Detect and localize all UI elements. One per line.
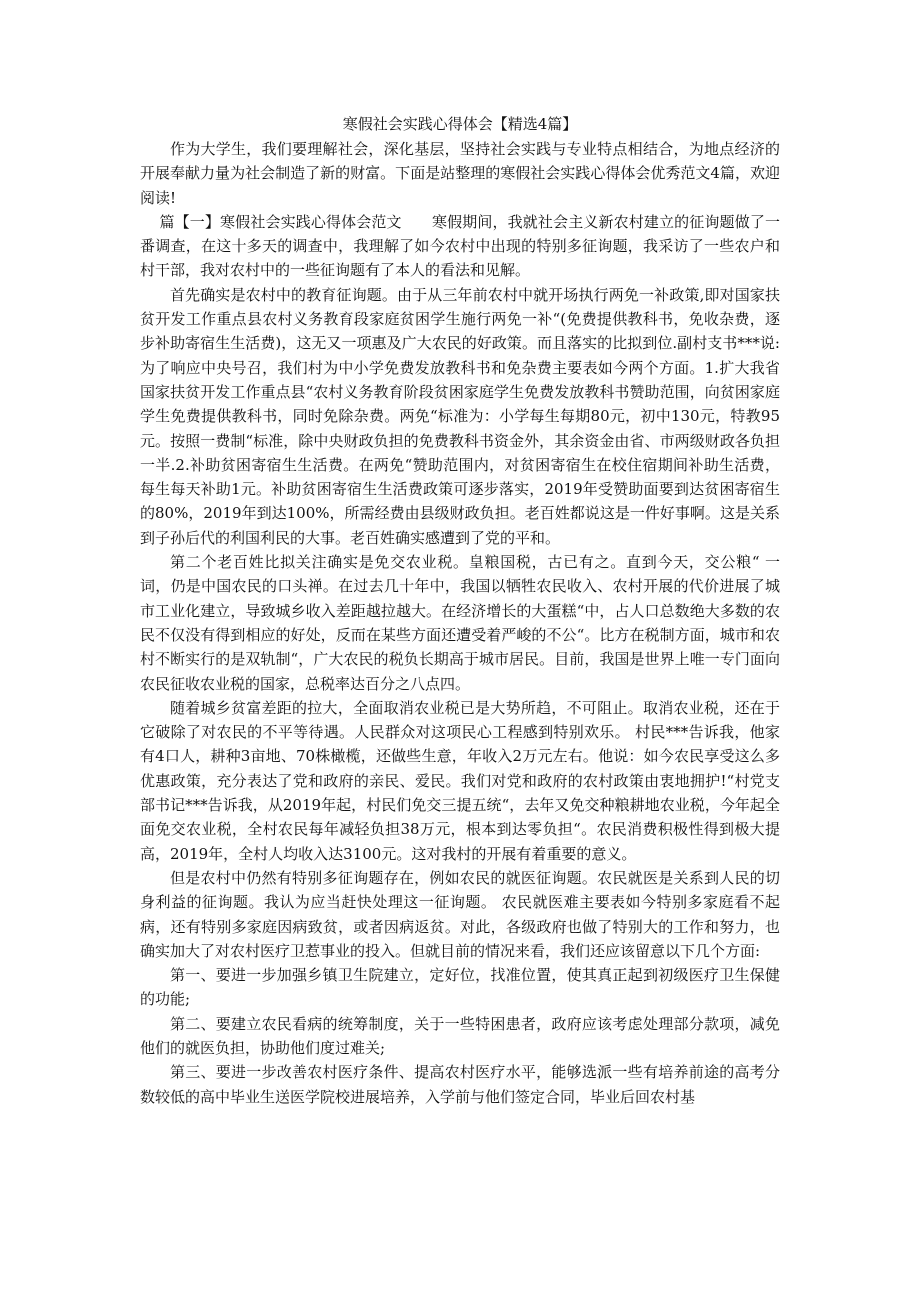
body-paragraph-healthcare: 但是农村中仍然有特别多征询题存在，例如农民的就医征询题。农民就医是关系到人民的切身利益的征询题。我认为应当赶快处理这一征询题。 农民就医难主要表如今特别多家庭看不起病，还有特别多家庭因病致贫，或者因病返贫。对此，各级政府也做了特别大的工作和努力，也确实加大了对农村医疗卫惹事业的投入。但就目前的情况来看，我们还应该留意以下几个方面: <box>140 868 780 960</box>
body-paragraph-point-two: 第二、要建立农民看病的统筹制度，关于一些特困患者，政府应该考虑处理部分款项，减免他们的就医负担，协助他们度过难关; <box>140 1014 780 1057</box>
heading-gap <box>402 213 432 231</box>
body-paragraph-point-one: 第一、要进一步加强乡镇卫生院建立，定好位，找准位置，使其真正起到初级医疗卫生保健的功能; <box>140 966 780 1009</box>
document-title: 寒假社会实践心得体会【精选4篇】 <box>342 115 578 133</box>
body-paragraph-point-three: 第三、要进一步改善农村医疗条件、提高农村医疗水平，能够选派一些有培养前途的高考分数较低的高中毕业生送医学院校进展培养，入学前与他们签定合同，毕业后回农村基 <box>140 1063 780 1106</box>
body-paragraph-tax-abolition: 随着城乡贫富差距的拉大，全面取消农业税已是大势所趋，不可阻止。取消农业税，还在于它破除了对农民的不平等待遇。人民群众对这项民心工程感到特别欢乐。 村民***告诉我，他家有4口人，耕种3亩地、70株橄榄，还做些生意，年收入2万元左右。他说：如今农民享受这么多优惠政策，充分表达了党和政府的亲民、爱民。我们对党和政府的农村政策由衷地拥护!“村党支部书记***告诉我，从2019年起，村民们免交三提五统“，去年又免交种粮耕地农业税，今年起全面免交农业税，全村农民每年减轻负担38万元，根本到达零负担“。农民消费积极性得到极大提高，2019年，全村人均收入达3100元。这对我村的开展有着重要的意义。 <box>140 698 780 863</box>
intro-paragraph: 作为大学生，我们要理解社会，深化基层，坚持社会实践与专业特点相结合，为地点经济的开展奉献力量为社会制造了新的财富。下面是站整理的寒假社会实践心得体会优秀范文4篇，欢迎阅读! <box>140 140 780 207</box>
section1-opening-paragraph <box>140 210 780 283</box>
body-paragraph-education: 首先确实是农村中的教育征询题。由于从三年前农村中就开场执行两免一补政策,即对国家扶贫开发工作重点县农村义务教育段家庭贫困学生施行两免一补“(免费提供教科书，免收杂费，逐步补助寄宿生生活费)，这无又一项惠及广大农民的好政策。而且落实的比拟到位.副村支书***说: 为了响应中央号召，我们村为中小学免费发放教科书和免杂费主要表如今两个方面。1.扩大我省国家扶贫开发工作重点县“农村义务教育阶段贫困家庭学生免费发放教科书赞助范围，向贫困家庭学生免费提供教科书，同时免除杂费。两免“标准为：小学每生每期80元，初中130元，特教95元。按照一费制“标准，除中央财政负担的免费教科书资金外，其余资金由省、市两级财政各负担一半.2.补助贫困寄宿生生活费。在两免“赞助范围内，对贫困寄宿生在校住宿期间补助生活费，每生每天补助1元。补助贫困寄宿生生活费政策可逐步落实，2019年受赞助面要到达贫困寄宿生的80%，2019年到达100%，所需经费由县级财政负担。老百姓都说这是一件好事啊。这是关系到子孙后代的利国利民的大事。老百姓确实感遭到了党的平和。 <box>140 285 780 547</box>
document-page <box>140 112 780 1109</box>
section1-opening-text: 寒假期间，我就社会主义新农村建立的征询题做了一番调查，在这十多天的调查中，我理解了如今农村中出现的特别多征询题，我采访了一些农户和村干部，我对农村中的一些征询题有了本人的看法和见解。 <box>140 212 780 280</box>
body-paragraph-agri-tax: 第二个老百姓比拟关注确实是免交农业税。皇粮国税，古已有之。直到今天，交公粮“ 一词，仍是中国农民的口头禅。在过去几十年中，我国以牺牲农民收入、农村开展的代价进展了城市工业化建立，导致城乡收入差距越拉越大。在经济增长的大蛋糕“中，占人口总数绝大多数的农民不仅没有得到相应的好处，反而在某些方面还遭受着严峻的不公“。比方在税制方面，城市和农村不断实行的是双轨制“，广大农民的税负长期高于城市居民。目前，我国是世界上唯一专门面向农民征收农业税的国家，总税率达百分之八点四。 <box>140 553 780 693</box>
section1-heading: 篇【一】寒假社会实践心得体会范文 <box>159 212 402 231</box>
